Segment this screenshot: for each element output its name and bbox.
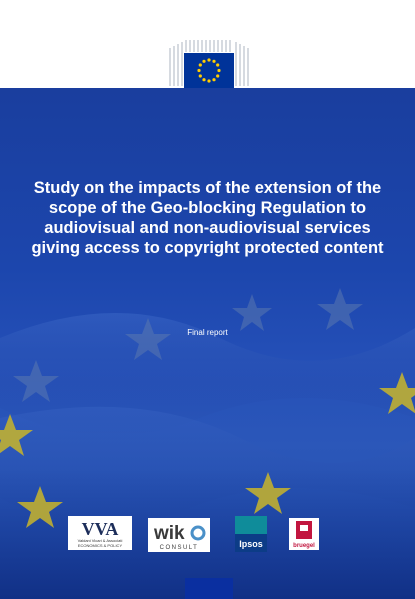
wik-consult-logo xyxy=(148,518,210,552)
report-title: Study on the impacts of the extension of the scope of the Geo-blocking Regulation to audiovisual and non-audiovisual services giving access to copyright protected content xyxy=(31,179,384,257)
wik-logo-line1: CONSULT xyxy=(159,545,199,551)
vva-logo-line1: Valdani Vicari & Associati xyxy=(77,538,123,543)
vva-logo-mark: VVA xyxy=(81,519,119,539)
wik-logo-mark: wik xyxy=(154,523,185,544)
bottom-flag-strip xyxy=(185,578,233,599)
vva-logo xyxy=(68,516,132,550)
bruegel-logo xyxy=(289,518,319,550)
eu-flag-icon xyxy=(184,53,234,88)
ipsos-logo xyxy=(233,516,269,552)
bruegel-logo-mark: bruegel xyxy=(293,543,315,549)
vva-logo-line2: ECONOMICS & POLICY xyxy=(77,543,123,548)
eu-flag-banner xyxy=(0,88,415,599)
partner-logos xyxy=(0,516,415,556)
ipsos-logo-mark: Ipsos xyxy=(239,539,263,549)
report-subtitle: Final report xyxy=(187,328,228,337)
